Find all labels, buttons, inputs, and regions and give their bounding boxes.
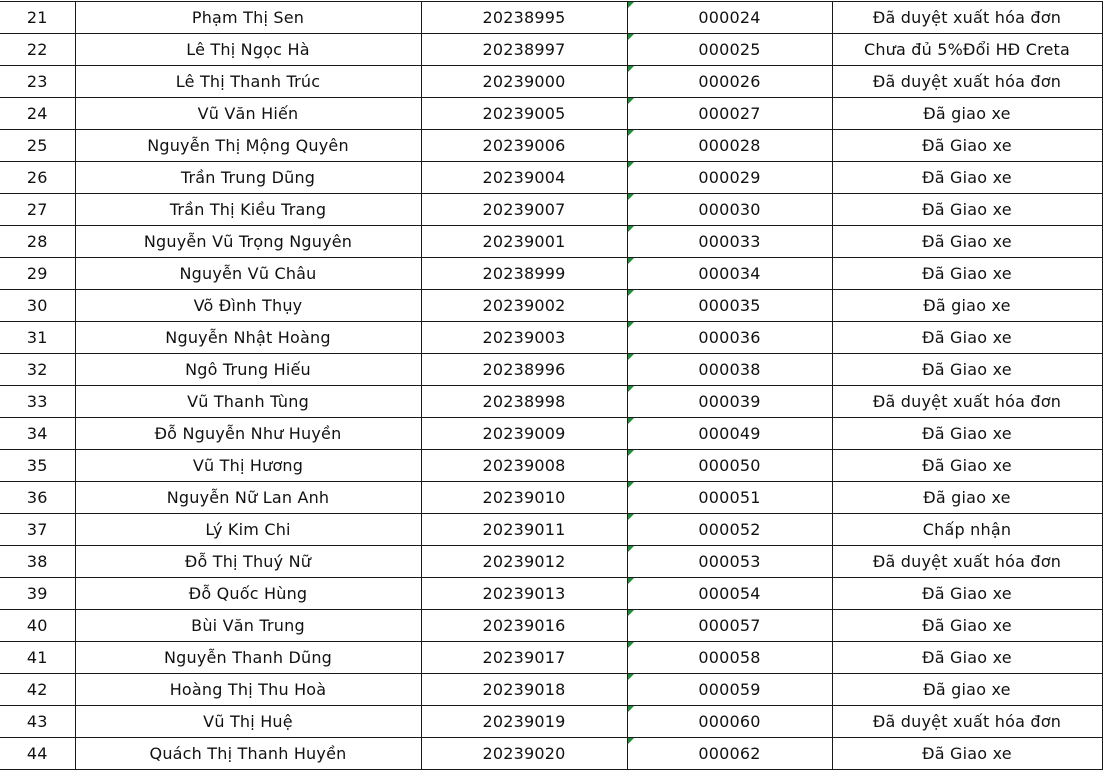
- cell-name[interactable]: Nguyễn Nhật Hoàng: [75, 322, 421, 354]
- cell-stt[interactable]: 26: [0, 162, 75, 194]
- cell-code[interactable]: 000060: [627, 706, 832, 738]
- cell-stt[interactable]: 23: [0, 66, 75, 98]
- cell-stt[interactable]: 30: [0, 290, 75, 322]
- cell-id[interactable]: 20239002: [421, 290, 627, 322]
- cell-name[interactable]: Đỗ Thị Thuý Nữ: [75, 546, 421, 578]
- cell-code[interactable]: 000025: [627, 34, 832, 66]
- cell-name[interactable]: Trần Thị Kiều Trang: [75, 194, 421, 226]
- cell-stt[interactable]: 36: [0, 482, 75, 514]
- table-row: [0, 2, 1102, 34]
- cell-stt[interactable]: 34: [0, 418, 75, 450]
- cell-code[interactable]: 000030: [627, 194, 832, 226]
- cell-code[interactable]: 000024: [627, 2, 832, 34]
- table-row: [0, 258, 1102, 290]
- cell-code[interactable]: 000052: [627, 514, 832, 546]
- cell-id[interactable]: 20239016: [421, 610, 627, 642]
- cell-id[interactable]: 20238996: [421, 354, 627, 386]
- cell-status[interactable]: Đã Giao xe: [832, 130, 1102, 162]
- cell-status[interactable]: Đã duyệt xuất hóa đơn: [832, 386, 1102, 418]
- cell-name[interactable]: Quách Thị Thanh Huyền: [75, 738, 421, 770]
- cell-code[interactable]: 000053: [627, 546, 832, 578]
- table-row: [0, 610, 1102, 642]
- cell-code[interactable]: 000058: [627, 642, 832, 674]
- cell-stt[interactable]: 39: [0, 578, 75, 610]
- cell-code[interactable]: 000059: [627, 674, 832, 706]
- table-row: [0, 514, 1102, 546]
- cell-stt[interactable]: 32: [0, 354, 75, 386]
- cell-id[interactable]: 20239005: [421, 98, 627, 130]
- cell-name[interactable]: Nguyễn Thanh Dũng: [75, 642, 421, 674]
- cell-stt[interactable]: 27: [0, 194, 75, 226]
- cell-code[interactable]: 000036: [627, 322, 832, 354]
- cell-code[interactable]: 000027: [627, 98, 832, 130]
- cell-code[interactable]: 000028: [627, 130, 832, 162]
- cell-name[interactable]: Trần Trung Dũng: [75, 162, 421, 194]
- table-row: [0, 546, 1102, 578]
- cell-id[interactable]: 20239001: [421, 226, 627, 258]
- cell-id[interactable]: 20239008: [421, 450, 627, 482]
- cell-status[interactable]: Đã Giao xe: [832, 450, 1102, 482]
- cell-id[interactable]: 20238998: [421, 386, 627, 418]
- table-body: [0, 2, 1102, 770]
- cell-name[interactable]: Đỗ Nguyễn Như Huyền: [75, 418, 421, 450]
- cell-id[interactable]: 20239018: [421, 674, 627, 706]
- cell-name[interactable]: Nguyễn Vũ Châu: [75, 258, 421, 290]
- cell-name[interactable]: Hoàng Thị Thu Hoà: [75, 674, 421, 706]
- cell-status[interactable]: Đã giao xe: [832, 482, 1102, 514]
- cell-stt[interactable]: 35: [0, 450, 75, 482]
- table-row: [0, 674, 1102, 706]
- cell-stt[interactable]: 41: [0, 642, 75, 674]
- table-row: [0, 418, 1102, 450]
- table-row: [0, 738, 1102, 770]
- cell-stt[interactable]: 24: [0, 98, 75, 130]
- cell-stt[interactable]: 22: [0, 34, 75, 66]
- cell-status[interactable]: Đã Giao xe: [832, 738, 1102, 770]
- cell-name[interactable]: Bùi Văn Trung: [75, 610, 421, 642]
- cell-status[interactable]: Đã Giao xe: [832, 642, 1102, 674]
- table-row: [0, 386, 1102, 418]
- cell-status[interactable]: Đã Giao xe: [832, 258, 1102, 290]
- cell-name[interactable]: Ngô Trung Hiếu: [75, 354, 421, 386]
- table-row: [0, 34, 1102, 66]
- table-row: [0, 290, 1102, 322]
- cell-id[interactable]: 20239017: [421, 642, 627, 674]
- cell-id[interactable]: 20238995: [421, 2, 627, 34]
- cell-stt[interactable]: 40: [0, 610, 75, 642]
- cell-name[interactable]: Lê Thị Thanh Trúc: [75, 66, 421, 98]
- cell-stt[interactable]: 21: [0, 2, 75, 34]
- cell-status[interactable]: Đã giao xe: [832, 674, 1102, 706]
- cell-status[interactable]: Chấp nhận: [832, 514, 1102, 546]
- cell-id[interactable]: 20239019: [421, 706, 627, 738]
- cell-status[interactable]: Đã Giao xe: [832, 162, 1102, 194]
- cell-status[interactable]: Đã giao xe: [832, 290, 1102, 322]
- table-row: [0, 162, 1102, 194]
- cell-id[interactable]: 20238997: [421, 34, 627, 66]
- cell-code[interactable]: 000062: [627, 738, 832, 770]
- table-row: [0, 322, 1102, 354]
- cell-code[interactable]: 000034: [627, 258, 832, 290]
- table-row: [0, 98, 1102, 130]
- cell-stt[interactable]: 42: [0, 674, 75, 706]
- cell-id[interactable]: 20239010: [421, 482, 627, 514]
- cell-status[interactable]: Đã giao xe: [832, 98, 1102, 130]
- cell-id[interactable]: 20239020: [421, 738, 627, 770]
- cell-name[interactable]: Võ Đình Thụy: [75, 290, 421, 322]
- cell-id[interactable]: 20239011: [421, 514, 627, 546]
- cell-id[interactable]: 20239006: [421, 130, 627, 162]
- data-table: [0, 1, 1103, 770]
- cell-code[interactable]: 000033: [627, 226, 832, 258]
- cell-code[interactable]: 000039: [627, 386, 832, 418]
- cell-status[interactable]: Đã Giao xe: [832, 322, 1102, 354]
- cell-name[interactable]: Vũ Thanh Tùng: [75, 386, 421, 418]
- table-row: [0, 194, 1102, 226]
- cell-id[interactable]: 20239004: [421, 162, 627, 194]
- cell-id[interactable]: 20239000: [421, 66, 627, 98]
- cell-id[interactable]: 20239003: [421, 322, 627, 354]
- cell-code[interactable]: 000029: [627, 162, 832, 194]
- cell-status[interactable]: Đã Giao xe: [832, 226, 1102, 258]
- cell-code[interactable]: 000054: [627, 578, 832, 610]
- cell-id[interactable]: 20238999: [421, 258, 627, 290]
- cell-id[interactable]: 20239009: [421, 418, 627, 450]
- cell-name[interactable]: Đỗ Quốc Hùng: [75, 578, 421, 610]
- cell-name[interactable]: Nguyễn Vũ Trọng Nguyên: [75, 226, 421, 258]
- cell-stt[interactable]: 44: [0, 738, 75, 770]
- table-row: [0, 354, 1102, 386]
- cell-status[interactable]: Đã Giao xe: [832, 194, 1102, 226]
- table-row: [0, 578, 1102, 610]
- cell-stt[interactable]: 33: [0, 386, 75, 418]
- cell-name[interactable]: Vũ Thị Hương: [75, 450, 421, 482]
- cell-name[interactable]: Vũ Văn Hiến: [75, 98, 421, 130]
- cell-stt[interactable]: 28: [0, 226, 75, 258]
- cell-id[interactable]: 20239012: [421, 546, 627, 578]
- cell-name[interactable]: Nguyễn Thị Mộng Quyên: [75, 130, 421, 162]
- cell-status[interactable]: Đã duyệt xuất hóa đơn: [832, 66, 1102, 98]
- cell-status[interactable]: Đã Giao xe: [832, 418, 1102, 450]
- cell-stt[interactable]: 37: [0, 514, 75, 546]
- cell-status[interactable]: Đã duyệt xuất hóa đơn: [832, 546, 1102, 578]
- cell-status[interactable]: Đã duyệt xuất hóa đơn: [832, 2, 1102, 34]
- table-row: [0, 482, 1102, 514]
- cell-code[interactable]: 000035: [627, 290, 832, 322]
- table-row: [0, 226, 1102, 258]
- cell-name[interactable]: Vũ Thị Huệ: [75, 706, 421, 738]
- cell-code[interactable]: 000051: [627, 482, 832, 514]
- cell-name[interactable]: Lê Thị Ngọc Hà: [75, 34, 421, 66]
- table-row: [0, 642, 1102, 674]
- cell-status[interactable]: Đã Giao xe: [832, 610, 1102, 642]
- table-row: [0, 130, 1102, 162]
- cell-name[interactable]: Nguyễn Nữ Lan Anh: [75, 482, 421, 514]
- cell-status[interactable]: Đã Giao xe: [832, 578, 1102, 610]
- cell-code[interactable]: 000049: [627, 418, 832, 450]
- cell-stt[interactable]: 25: [0, 130, 75, 162]
- cell-code[interactable]: 000057: [627, 610, 832, 642]
- cell-stt[interactable]: 29: [0, 258, 75, 290]
- cell-code[interactable]: 000038: [627, 354, 832, 386]
- cell-name[interactable]: Lý Kim Chi: [75, 514, 421, 546]
- cell-status[interactable]: Đã Giao xe: [832, 354, 1102, 386]
- cell-name[interactable]: Phạm Thị Sen: [75, 2, 421, 34]
- table-row: [0, 66, 1102, 98]
- table-row: [0, 450, 1102, 482]
- cell-id[interactable]: 20239013: [421, 578, 627, 610]
- cell-code[interactable]: 000050: [627, 450, 832, 482]
- cell-stt[interactable]: 43: [0, 706, 75, 738]
- cell-code[interactable]: 000026: [627, 66, 832, 98]
- cell-status[interactable]: Chưa đủ 5%Đổi HĐ Creta: [832, 34, 1102, 66]
- cell-status[interactable]: Đã duyệt xuất hóa đơn: [832, 706, 1102, 738]
- cell-id[interactable]: 20239007: [421, 194, 627, 226]
- cell-stt[interactable]: 38: [0, 546, 75, 578]
- cell-stt[interactable]: 31: [0, 322, 75, 354]
- table-row: [0, 706, 1102, 738]
